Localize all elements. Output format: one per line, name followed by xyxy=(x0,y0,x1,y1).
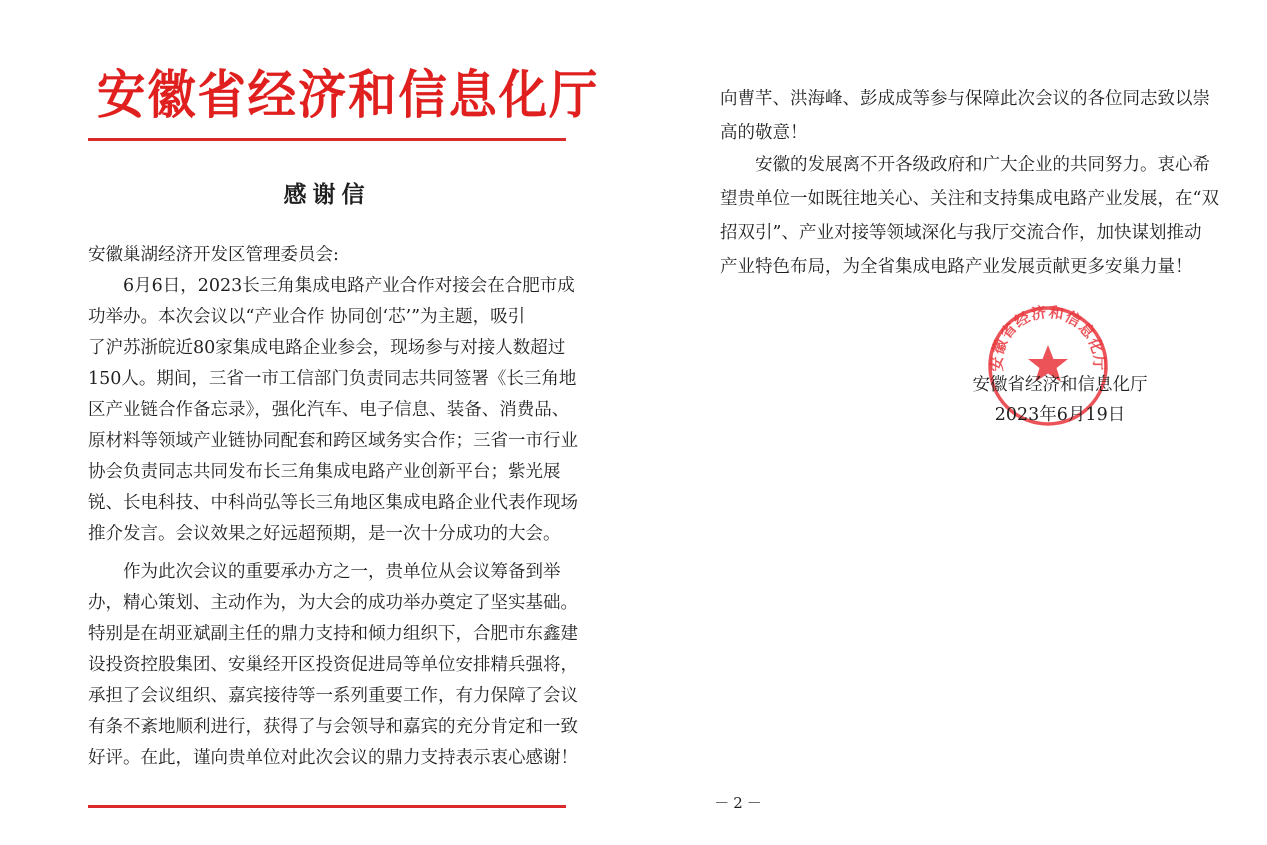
paragraph-line: 高的敬意！ xyxy=(720,123,808,143)
salutation: 安徽巢湖经济开发区管理委员会: xyxy=(88,245,339,265)
letterhead-title: 安徽省经济和信息化厅 xyxy=(97,65,600,126)
paragraph-line: 办，精心策划、主动作为，为大会的成功举办奠定了坚实基础。 xyxy=(88,593,578,613)
paragraph-line: 作为此次会议的重要承办方之一，贵单位从会议筹备到举 xyxy=(123,562,561,582)
svg-text:安徽省经济和信息化厅: 安徽省经济和信息化厅 xyxy=(987,302,1109,372)
paragraph-line: 好评。在此，谨向贵单位对此次会议的鼎力支持表示衷心感谢！ xyxy=(88,748,578,768)
paragraph-2 xyxy=(88,557,578,774)
paragraph-line: 承担了会议组织、嘉宾接待等一系列重要工作，有力保障了会议 xyxy=(88,686,578,706)
right-paragraph-2 xyxy=(720,148,1219,284)
paragraph-line: 望贵单位一如既往地关心、关注和支持集成电路产业发展，在“双 xyxy=(720,189,1219,209)
signature-block xyxy=(960,370,1160,430)
paragraph-line: 向曹芊、洪海峰、彭成成等参与保障此次会议的各位同志致以崇 xyxy=(720,89,1210,109)
paragraph-line: 锐、长电科技、中科尚弘等长三角地区集成电路企业代表作现场 xyxy=(88,493,578,513)
paragraph-line: 特别是在胡亚斌副主任的鼎力支持和倾力组织下，合肥市东鑫建 xyxy=(88,624,578,644)
paragraph-line: 安徽的发展离不开各级政府和广大企业的共同努力。衷心希 xyxy=(755,155,1210,175)
paragraph-line: 6月6日，2023长三角集成电路产业合作对接会在合肥市成 xyxy=(123,276,575,296)
letter-title: 感谢信 xyxy=(283,181,371,208)
paragraph-line: 有条不紊地顺利进行，获得了与会领导和嘉宾的充分肯定和一致 xyxy=(88,717,578,737)
signature-date: 2023年6月19日 xyxy=(994,405,1126,425)
paragraph-line: 协会负责同志共同发布长三角集成电路产业创新平台；紫光展 xyxy=(88,462,561,482)
paragraph-line: 了沪苏浙皖近80家集成电路企业参会，现场参与对接人数超过 xyxy=(88,338,566,358)
paragraph-line: 招双引”、产业对接等领域深化与我厅交流合作，加快谋划推动 xyxy=(720,223,1202,243)
signature-org: 安徽省经济和信息化厅 xyxy=(972,375,1148,395)
paragraph-1 xyxy=(88,271,578,550)
paragraph-line: 150人。期间，三省一市工信部门负责同志共同签署《长三角地 xyxy=(88,369,577,389)
paragraph-line: 产业特色布局，为全省集成电路产业发展贡献更多安巢力量！ xyxy=(720,257,1193,277)
paragraph-line: 推介发言。会议效果之好远超预期，是一次十分成功的大会。 xyxy=(88,524,561,544)
paragraph-line: 原材料等领域产业链协同配套和跨区域务实合作；三省一市行业 xyxy=(88,431,578,451)
paragraph-line: 区产业链合作备忘录》，强化汽车、电子信息、装备、消费品、 xyxy=(88,400,570,420)
letterhead-red-rule xyxy=(88,138,566,141)
paragraph-line: 功举办。本次会议以“产业合作 协同创‘芯’”为主题，吸引 xyxy=(88,307,526,327)
paragraph-line: 设投资控股集团、安巢经开区投资促进局等单位安排精兵强将， xyxy=(88,655,578,675)
page-number: －2－ xyxy=(714,794,766,812)
footer-red-rule xyxy=(88,805,566,808)
right-paragraph-1 xyxy=(720,82,1215,150)
